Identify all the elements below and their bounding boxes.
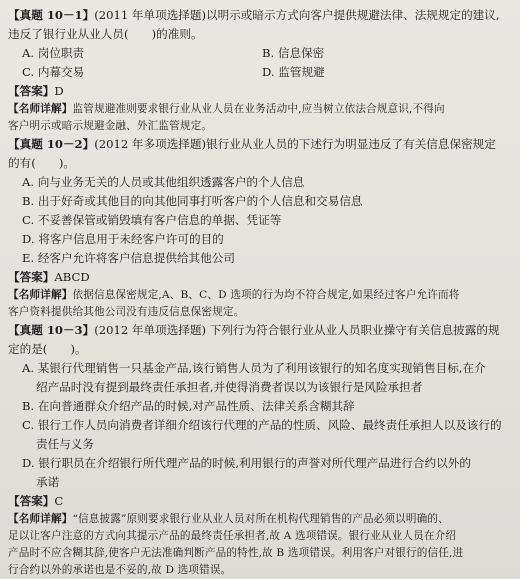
question-3-option-a-line-2: 绍产品时没有提到最终责任承担者,并使得消费者误以为该银行是风险承担者 [36,380,423,394]
question-1-stem-line-2: 违反了银行业从业人员( )的准则。 [8,27,203,41]
question-2-option-e: E. 经客户允许将客户信息提供给其他公司 [22,251,235,265]
question-2-answer-value: ABCD [54,270,90,284]
question-2-answer-tag: 【答案】 [8,270,55,284]
question-1-option-a: A. 岗位职责 [22,46,85,60]
question-1-explain-line-1 [8,101,512,118]
question-2-explain-line-1 [8,287,512,304]
question-2-explain-text-1: 依据信息保密规定,A、B、C、D 选项的行为均不符合规定,如果经过客户允许而将 [72,289,460,301]
question-3-option-d-line-2: 承诺 [36,475,60,489]
question-3-explain-line-2: 足以让客户注意的方式向其提示产品的最终责任承担者,故 A 选项错误。银行业从业人员在介绍 [8,530,457,542]
question-2-tag: 【真题 10－2】 [8,137,95,151]
question-2-option-d: D. 将客户信息用于未经客户许可的目的 [22,232,224,246]
question-3-option-d-line-1: D. 银行职员在介绍银行所代理产品的时候,利用银行的声誉对所代理产品进行合约以外的 [22,456,471,470]
question-2-option-c: C. 不妥善保管或销毁填有客户信息的单据、凭证等 [22,213,282,227]
question-2-stem-line-1 [8,135,512,154]
question-1-answer-tag: 【答案】 [8,84,55,98]
question-3-stem-line-2: 定的是( )。 [8,342,87,356]
question-3-stem-text-1: (2012 年单项选择题) 下列行为符合银行业从业人员职业操守有关信息披露的规 [94,323,500,337]
question-1-answer-value: D [54,84,64,98]
question-3-answer-value: C [54,494,64,508]
question-2-stem-text-1: (2012 年多项选择题)银行业从业人员的下述行为明显违反了有关信息保密规定 [94,137,496,151]
question-3-option-c-line-2: 责任与义务 [36,437,94,451]
question-1-tag: 【真题 10－1】 [8,8,95,22]
question-3-tag: 【真题 10－3】 [8,323,95,337]
question-2-answer [8,268,512,287]
question-1-stem-text-1: (2011 年单项选择题)以明示或暗示方式向客户提供规避法律、法规规定的建议, [94,8,500,22]
question-3-answer [8,492,512,511]
question-2-explain-line-2: 客户资料提供给其他公司没有违反信息保密规定。 [8,306,245,318]
question-3-answer-tag: 【答案】 [8,494,55,508]
question-3-explain-tag: 【名师详解】 [8,513,73,525]
question-3-explain-line-3: 产品时不应含糊其辞,使客户无法准确判断产品的特性,故 B 选项错误。利用客户对银行的信任,进 [8,547,464,559]
question-3-stem-line-1 [8,321,512,340]
question-1-explain-tag: 【名师详解】 [8,103,73,115]
question-1-option-d: D. 监管规避 [262,65,325,79]
question-3-option-b: B. 在向普通群众介绍产品的时候,对产品性质、法律关系含糊其辞 [22,399,355,413]
question-3-explain-line-1 [8,511,512,528]
question-2-option-b: B. 出于好奇或其他目的向其他同事打听客户的个人信息和交易信息 [22,194,363,208]
question-3-option-a-line-1: A. 某银行代理销售一只基金产品,该行销售人员为了利用该银行的知名度实现销售目标,在介 [22,361,486,375]
question-2-option-a: A. 向与业务无关的人员或其他组织透露客户的个人信息 [22,175,305,189]
question-2-explain-tag: 【名师详解】 [8,289,73,301]
question-1-option-c: C. 内幕交易 [22,65,85,79]
question-3-option-c-line-1: C. 银行工作人员向消费者详细介绍该行代理的产品的性质、风险、最终责任承担人以及该行的 [22,418,502,432]
question-1-explain-line-2: 客户明示或暗示规避金融、外汇监管规定。 [8,120,213,132]
question-1-answer [8,82,512,101]
question-1-explain-text-1: 监管规避准则要求银行业从业人员在业务活动中,应当树立依法合规意识,不得向 [72,103,445,115]
question-3-explain-line-4: 行合约以外的承诺也是不妥的,故 D 选项错误。 [8,564,232,576]
question-1-options [8,44,512,82]
question-1-stem-line-1 [8,6,512,25]
question-1-option-b: B. 信息保密 [262,46,325,60]
question-2-stem-line-2: 的有( )。 [8,156,76,170]
question-3-explain-text-1: “信息披露”原则要求银行业从业人员对所在机构代理销售的产品必须以明确的、 [72,513,449,525]
